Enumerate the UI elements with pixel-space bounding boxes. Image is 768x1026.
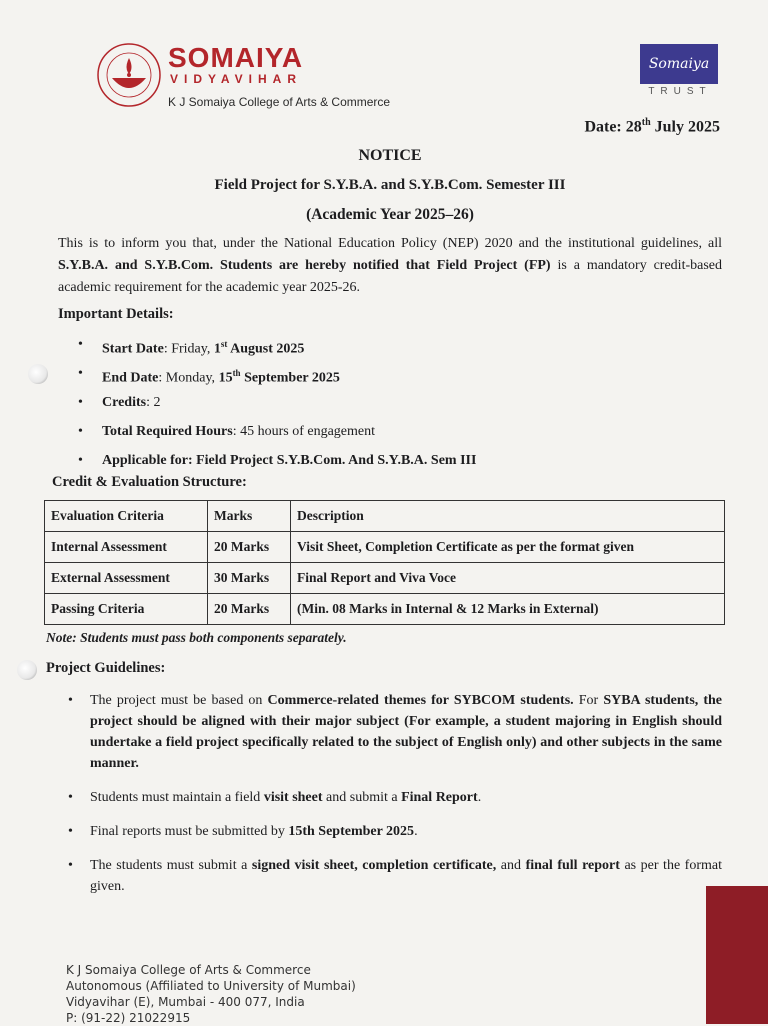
list-item bbox=[78, 388, 476, 417]
guideline-bold: signed visit sheet, completion certificate, bbox=[251, 858, 497, 873]
intro-bold-text: S.Y.B.A. and S.Y.B.Com. Students are hereby notified that Field Project (FP) bbox=[58, 258, 551, 273]
table-cell: 30 Marks bbox=[208, 563, 291, 594]
start-date-number: 1 bbox=[213, 341, 221, 357]
table-header: Marks bbox=[208, 501, 291, 532]
guideline-text: and submit a bbox=[322, 790, 402, 805]
trust-logo bbox=[640, 44, 720, 97]
table-cell: Internal Assessment bbox=[45, 532, 208, 563]
notice-title: NOTICE bbox=[358, 147, 422, 164]
end-date-label: End Date bbox=[102, 370, 159, 386]
footer-address bbox=[66, 962, 356, 1026]
table-cell: Passing Criteria bbox=[45, 594, 208, 625]
table-cell: External Assessment bbox=[45, 563, 208, 594]
start-date-day: : Friday, bbox=[163, 341, 214, 357]
evaluation-table bbox=[44, 500, 725, 625]
guideline-text: Final reports must be submitted by bbox=[90, 824, 289, 839]
end-date-day: : Monday, bbox=[158, 370, 219, 386]
guideline-bold: visit sheet bbox=[263, 790, 323, 805]
hours-label: Total Required Hours bbox=[102, 424, 233, 439]
table-cell: Final Report and Viva Voce bbox=[291, 563, 725, 594]
list-item bbox=[68, 855, 722, 897]
college-name: K J Somaiya College of Arts & Commerce bbox=[168, 95, 391, 109]
guideline-text: . bbox=[477, 790, 482, 805]
guideline-bold: final full report bbox=[525, 858, 620, 873]
credits-value: : 2 bbox=[146, 395, 161, 410]
credits-label: Credits bbox=[102, 395, 147, 410]
intro-paragraph bbox=[58, 233, 722, 299]
start-date-rest: August 2025 bbox=[227, 341, 305, 357]
logo-subtitle: VIDYAVIHAR bbox=[170, 72, 303, 86]
guideline-bold: Commerce-related themes for SYBCOM students. bbox=[267, 693, 574, 708]
list-item bbox=[78, 359, 476, 388]
guideline-bold: SYBA students, the project should be aligned with their major subject (For example, a student majoring in English should undertake a field project specifically related to the subject of English only) and other subjects in the same manner. bbox=[90, 693, 723, 771]
guideline-bold: Final Report bbox=[401, 790, 478, 805]
list-item bbox=[78, 330, 476, 359]
notice-subject: Field Project for S.Y.B.A. and S.Y.B.Com. Semester III bbox=[214, 177, 566, 193]
footer-line: Autonomous (Affiliated to University of Mumbai) bbox=[66, 979, 356, 993]
list-item bbox=[78, 446, 476, 475]
credit-structure-heading: Credit & Evaluation Structure: bbox=[52, 474, 247, 490]
end-date-sup: th bbox=[232, 368, 241, 378]
project-guidelines-heading: Project Guidelines: bbox=[46, 660, 166, 676]
footer-line: P: (91-22) 21022915 bbox=[66, 1011, 191, 1025]
table-header-row bbox=[45, 501, 725, 532]
table-row bbox=[45, 532, 725, 563]
date-suffix: July 2025 bbox=[650, 118, 720, 136]
important-details-heading: Important Details: bbox=[58, 306, 174, 322]
list-item bbox=[68, 787, 722, 808]
guideline-bold: 15th September 2025 bbox=[288, 824, 415, 839]
corner-accent bbox=[706, 886, 768, 1024]
footer-line: Vidyavihar (E), Mumbai - 400 077, India bbox=[66, 995, 305, 1009]
hours-value: : 45 hours of engagement bbox=[232, 424, 375, 439]
logo-name: SOMAIYA bbox=[168, 42, 304, 73]
start-date-label: Start Date bbox=[102, 341, 164, 357]
guideline-text: . bbox=[414, 824, 418, 839]
somaiya-logo bbox=[96, 40, 416, 112]
intro-text-end: is a mandatory credit-based academic requirement for the academic year 2025-26. bbox=[58, 258, 722, 295]
end-date-rest: September 2025 bbox=[240, 370, 340, 386]
punch-hole bbox=[17, 660, 37, 680]
guideline-text: The project must be based on bbox=[90, 693, 268, 708]
guideline-text: For bbox=[573, 693, 604, 708]
guideline-text: Students must maintain a field bbox=[90, 790, 264, 805]
applicable-label: Applicable for bbox=[102, 453, 188, 468]
table-header: Evaluation Criteria bbox=[45, 501, 208, 532]
somaiya-emblem-icon bbox=[96, 42, 162, 108]
table-header: Description bbox=[291, 501, 725, 532]
guidelines-list bbox=[68, 690, 722, 910]
table-cell: 20 Marks bbox=[208, 532, 291, 563]
table-row bbox=[45, 594, 725, 625]
end-date-number: 15 bbox=[218, 370, 233, 386]
table-row bbox=[45, 563, 725, 594]
date-prefix: Date: 28 bbox=[584, 118, 642, 136]
list-item bbox=[68, 821, 722, 842]
guideline-text: The students must submit a bbox=[90, 858, 252, 873]
notice-date bbox=[584, 117, 720, 136]
guideline-text: and bbox=[496, 858, 526, 873]
guideline-text: as per the format given. bbox=[90, 858, 723, 894]
table-note: Note: Students must pass both components separately. bbox=[46, 630, 347, 645]
table-cell: Visit Sheet, Completion Certificate as per the format given bbox=[291, 532, 725, 563]
table-cell: 20 Marks bbox=[208, 594, 291, 625]
applicable-value: : Field Project S.Y.B.Com. And S.Y.B.A. Sem III bbox=[187, 453, 477, 468]
trust-logo-mark: Somaiya bbox=[640, 44, 718, 84]
academic-year: (Academic Year 2025–26) bbox=[306, 206, 474, 223]
footer-line: K J Somaiya College of Arts & Commerce bbox=[66, 963, 311, 977]
punch-hole bbox=[28, 364, 48, 384]
date-sup: th bbox=[641, 117, 651, 128]
start-date-sup: st bbox=[220, 339, 228, 349]
table-cell: (Min. 08 Marks in Internal & 12 Marks in External) bbox=[291, 594, 725, 625]
important-details-list bbox=[78, 330, 476, 475]
intro-text: This is to inform you that, under the National Education Policy (NEP) 2020 and the institutional guidelines, all bbox=[58, 236, 722, 251]
list-item bbox=[68, 690, 722, 774]
list-item bbox=[78, 417, 476, 446]
trust-label: TRUST bbox=[648, 86, 712, 97]
